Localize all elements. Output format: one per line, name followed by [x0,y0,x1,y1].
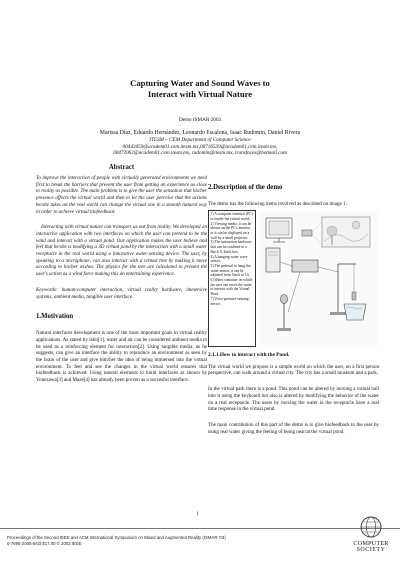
figure-items-box [208,210,256,347]
figure-item: 3) The interaction hardware that can be confined in a 8inch X 4inch box. [210,240,252,254]
pond-paragraph: The main contribution of this part of the demo is to give biofeedback to the user by using real water giving the feeling of being near/at the virtual pond. [208,421,379,435]
footer [7,535,327,548]
page-number: 1 [196,512,199,517]
abstract-heading: Abstract [108,164,135,171]
footer-divider [0,528,400,529]
computer-society-logo [348,515,394,555]
logo-line-2: SOCIETY [356,547,386,553]
logo-line-1: COMPUTER [353,540,389,547]
subtitle: Demo ISMAR 2003 [178,117,222,123]
pond-paragraph: The virtual world we propose is a simple world on which the user, on a first person perspective, can walk around a virtual city. The city has a small museum and a park. [208,363,379,377]
pond-paragraph: In the virtual park there is a pond. This pond can be altered by moving a virtual ball into it using the keyboard but also is altered by modifying the behavior of the water on a real receptacle. The users by moving the water in the receptacle have a real time response in the virtual pond. [208,386,379,413]
author-list: Marissa Díaz, Eduardo Hernández, Leonardo Escalona, Isaac Rudomin, Daniel Rivera [99,130,301,136]
left-column [36,164,207,384]
figure-item: 4) A hanging water wave sensor. [210,254,248,264]
computer-society-emblem-icon [348,515,394,539]
figure-item: 2) Viewing media, it can be shown on the PC's monitor or it can be displayed on a wall by a small projector. [210,221,252,240]
figure-1 [208,210,379,349]
abstract-paragraph: Interacting with virtual nature can transport us out from reality. We developed an interactive application with two interfaces on which the user can pretend to be the wind and interact with a virtual pond. Our application makes the user believe and feel that he/she is modifying a 3D virtual pond by the interaction with a small water receptacle in the real world using a innovative water-sensing device. The user, by speaking to a microphone, can also interact with a virtual tree by making it move according to his/her wishes. The physics for the tree are calculated to present the user's action as a wind force making this an entertaining experience. [36,224,207,278]
email-line: 00443059@academ01.cem.itesm.mx,00716539@academ01.cem.itesm.mx, [122,143,278,150]
figure-item: 1) A computer terminal (PC) to render the virtual world. [210,212,253,221]
motivation-body: Natural interfaces development is one of the most important goals in virtual reality applications. As stated by Ishii[1], water and air can be considered ambient media to be used as a reinforcing element for interaction[2]. Using tangible media, as he suggests, can give an interface the ability to reproduce an environment as seen by the brain of the user and give him/her the idea of being immersed into the virtual environment. To feel and see the changes in the virtual world ensures that biofeedback is achieved. Using natural elements to build interfaces as shown by Yonezawa[3] and Mazé[4] has already been proven as a succesful interface. [36,330,207,384]
email-line: 00472062@academ01.cem.itesm.mx, rudomin@itesm.mx, transfaces@hotmail.com [113,150,287,157]
footer-isbn: 0-7695-2006-5/03 $17.00 © 2003 IEEE [7,541,82,547]
figure-item: 7) Voice-pressure-sensing device. [210,296,249,306]
affiliation [20,137,380,157]
description-heading: 2.Description of the demo [208,184,283,191]
title-block [20,78,380,157]
title-line-2: Interact with Virtual Nature [147,89,253,99]
keywords: Keywords: human-computer interaction, virtual reality hardware, immersive systems, ambient media, tangible user interface. [36,286,207,300]
footer-proceedings: Proceedings of the Second IEEE and ACM International Symposium on Mixed and Augmented Reality (ISMAR '03) [7,535,226,540]
description-intro: The demo has the following items involved as described on image 1: [208,201,347,207]
figure-item: 5) The pedestal to hang the water sensor; it can be adjusted from 5inch to 1ft. [210,263,251,278]
institution: ITESM – CEM Department of Computer Science [149,137,251,143]
paper-title [20,78,380,100]
right-column [208,164,379,435]
motivation-text [36,330,207,384]
figure-item: 6) Water container on which the user can move the water to interact with the Virtual Pond. [210,278,253,297]
abstract [36,175,207,300]
demo-setup-illustration [260,212,378,345]
motivation-heading: 1.Motivation [36,313,74,321]
abstract-paragraph: To improve the interaction of people with virtually generated environments we need first to break the barriers that prevent the user from getting an experience as close to reality as possible. The main problem is to give the user the sensation that his/her presence affects the virtual world and then to let the user perceive that the actions he/she takes on the real world can change the virtual one in a smooth natural way in order to achieve virtual biofeedback. [36,175,207,215]
title-line-1: Capturing Water and Sound Waves to [130,78,270,88]
pond-heading: 2.1.1.How to interact with the Pond. [208,351,290,358]
